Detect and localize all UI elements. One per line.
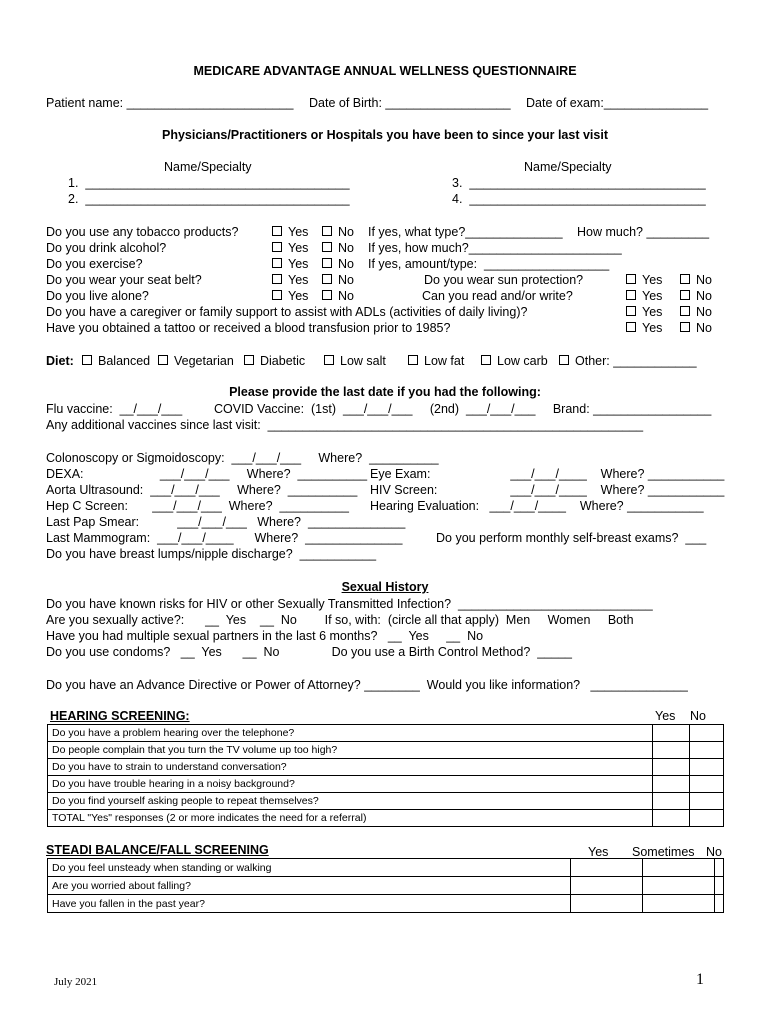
flu-vaccine-field[interactable]: Flu vaccine: __/___/___ — [46, 402, 183, 416]
balance-no-header: No — [706, 845, 722, 859]
tobacco-no-checkbox[interactable]: No — [322, 225, 354, 240]
checkbox-icon — [272, 226, 282, 236]
tobacco-question: Do you use any tobacco products? — [46, 225, 239, 239]
tattoo-yes-checkbox[interactable]: Yes — [626, 321, 662, 336]
vaccines-heading: Please provide the last date if you had the following: — [229, 385, 541, 399]
table-row — [48, 895, 724, 913]
checkbox-icon — [626, 274, 636, 284]
checkbox-icon — [82, 355, 92, 365]
alcohol-how-much-field[interactable]: If yes, how much?______________________ — [368, 241, 622, 255]
sti-risk-field[interactable]: Do you have known risks for HIV or other Sexually Transmitted Infection? ____________________________ — [46, 597, 653, 611]
self-breast-exam-field[interactable]: Do you perform monthly self-breast exams? ___ — [436, 531, 707, 545]
covid-vaccine-field[interactable]: COVID Vaccine: (1st) ___/___/___ (2nd) ___/___/___ Brand: _________________ — [214, 402, 712, 416]
diet-diabetic-checkbox[interactable]: Diabetic — [244, 354, 305, 369]
read-yes-checkbox[interactable]: Yes — [626, 289, 662, 304]
sometimes-cell[interactable] — [643, 877, 715, 895]
hearing-evaluation-field[interactable]: Hearing Evaluation: ___/___/____ Where? ___________ — [370, 499, 704, 513]
diet-low-carb-checkbox[interactable]: Low carb — [481, 354, 548, 369]
checkbox-icon — [408, 355, 418, 365]
hearing-no-header: No — [690, 709, 706, 723]
diet-label: Diet: — [46, 354, 74, 368]
yes-cell[interactable] — [571, 877, 643, 895]
hearing-screening-table — [47, 724, 724, 827]
footer-date: July 2021 — [54, 976, 98, 988]
no-cell[interactable] — [690, 759, 724, 776]
hearing-total: TOTAL "Yes" responses (2 or more indicates the need for a referral) — [48, 810, 653, 827]
checkbox-icon — [324, 355, 334, 365]
pap-smear-field[interactable]: Last Pap Smear: ___/___/___ Where? ______________ — [46, 515, 406, 529]
sun-no-checkbox[interactable]: No — [680, 273, 712, 288]
physician-line-2[interactable]: 2. ______________________________________ — [68, 192, 350, 206]
table-row — [48, 810, 724, 827]
balance-question: Do you feel unsteady when standing or walking — [48, 859, 571, 877]
multiple-partners-field[interactable]: Have you had multiple sexual partners in the last 6 months? __ Yes __ No — [46, 629, 484, 643]
condoms-field[interactable]: Do you use condoms? __ Yes __ No Do you use a Birth Control Method? _____ — [46, 645, 572, 659]
read-no-checkbox[interactable]: No — [680, 289, 712, 304]
eye-exam-field[interactable]: Eye Exam: ___/___/____ Where? ___________ — [370, 467, 725, 481]
tattoo-question: Have you obtained a tattoo or received a blood transfusion prior to 1985? — [46, 321, 451, 335]
seatbelt-no-checkbox[interactable]: No — [322, 273, 354, 288]
patient-name-field[interactable]: Patient name: ________________________ — [46, 96, 294, 110]
yes-cell[interactable] — [653, 793, 690, 810]
diet-balanced-checkbox[interactable]: Balanced — [82, 354, 150, 369]
live-alone-question: Do you live alone? — [46, 289, 149, 303]
breast-lumps-field[interactable]: Do you have breast lumps/nipple discharge? ___________ — [46, 547, 377, 561]
advance-directive-field[interactable]: Do you have an Advance Directive or Power of Attorney? ________ Would you like information? ______________ — [46, 678, 688, 692]
page-number: 1 — [696, 971, 704, 988]
seatbelt-yes-checkbox[interactable]: Yes — [272, 273, 308, 288]
diet-other-checkbox[interactable]: Other: ____________ — [559, 354, 697, 369]
exercise-no-checkbox[interactable]: No — [322, 257, 354, 272]
hearing-yes-header: Yes — [655, 709, 676, 723]
checkbox-icon — [626, 306, 636, 316]
checkbox-icon — [322, 274, 332, 284]
checkbox-icon — [272, 258, 282, 268]
colonoscopy-field[interactable]: Colonoscopy or Sigmoidoscopy: ___/___/___ Where? __________ — [46, 451, 439, 465]
sometimes-cell[interactable] — [643, 859, 715, 877]
balance-screening-heading: STEADI BALANCE/FALL SCREENING — [46, 843, 269, 857]
no-cell[interactable] — [690, 793, 724, 810]
page-title: MEDICARE ADVANTAGE ANNUAL WELLNESS QUESTIONNAIRE — [193, 64, 577, 78]
table-row — [48, 877, 724, 895]
hearing-question: Do people complain that you turn the TV volume up too high? — [48, 742, 653, 759]
checkbox-icon — [272, 274, 282, 284]
sometimes-cell[interactable] — [643, 895, 715, 913]
exercise-yes-checkbox[interactable]: Yes — [272, 257, 308, 272]
checkbox-icon — [322, 258, 332, 268]
no-cell[interactable] — [690, 742, 724, 759]
no-cell[interactable] — [690, 810, 724, 827]
alcohol-no-checkbox[interactable]: No — [322, 241, 354, 256]
caregiver-yes-checkbox[interactable]: Yes — [626, 305, 662, 320]
checkbox-icon — [322, 242, 332, 252]
tobacco-how-much-field[interactable]: How much? _________ — [577, 225, 710, 239]
table-row — [48, 742, 724, 759]
checkbox-icon — [626, 290, 636, 300]
exercise-question: Do you exercise? — [46, 257, 143, 271]
alcohol-question: Do you drink alcohol? — [46, 241, 167, 255]
date-of-exam-field[interactable]: Date of exam:_______________ — [526, 96, 709, 110]
yes-cell[interactable] — [653, 725, 690, 742]
diet-low-salt-checkbox[interactable]: Low salt — [324, 354, 386, 369]
no-cell[interactable] — [715, 877, 724, 895]
additional-vaccines-field[interactable]: Any additional vaccines since last visit: ______________________________________________________ — [46, 418, 644, 432]
table-row — [48, 776, 724, 793]
table-row — [48, 725, 724, 742]
mammogram-field[interactable]: Last Mammogram: ___/___/____ Where? ______________ — [46, 531, 403, 545]
hearing-question: Do you have a problem hearing over the telephone? — [48, 725, 653, 742]
read-write-question: Can you read and/or write? — [422, 289, 573, 303]
tobacco-yes-checkbox[interactable]: Yes — [272, 225, 308, 240]
balance-sometimes-header: Sometimes — [632, 845, 695, 859]
yes-cell[interactable] — [653, 742, 690, 759]
balance-yes-header: Yes — [588, 845, 609, 859]
sexually-active-field[interactable]: Are you sexually active?: __ Yes __ No If so, with: (circle all that apply) Men Women Both — [46, 613, 634, 627]
table-row — [48, 793, 724, 810]
no-cell[interactable] — [690, 725, 724, 742]
hiv-screen-field[interactable]: HIV Screen: ___/___/____ Where? ___________ — [370, 483, 725, 497]
physician-line-3[interactable]: 3. __________________________________ — [452, 176, 706, 190]
balance-question: Are you worried about falling? — [48, 877, 571, 895]
checkbox-icon — [680, 322, 690, 332]
sexual-history-heading: Sexual History — [341, 580, 429, 594]
checkbox-icon — [626, 322, 636, 332]
dexa-field[interactable]: DEXA: ___/___/___ Where? __________ — [46, 467, 368, 481]
caregiver-no-checkbox[interactable]: No — [680, 305, 712, 320]
yes-cell[interactable] — [653, 776, 690, 793]
hearing-question: Do you find yourself asking people to repeat themselves? — [48, 793, 653, 810]
checkbox-icon — [158, 355, 168, 365]
alone-no-checkbox[interactable]: No — [322, 289, 354, 304]
checkbox-icon — [680, 274, 690, 284]
checkbox-icon — [322, 290, 332, 300]
balance-question: Have you fallen in the past year? — [48, 895, 571, 913]
no-cell[interactable] — [715, 895, 724, 913]
sun-protection-question: Do you wear sun protection? — [424, 273, 584, 287]
caregiver-question: Do you have a caregiver or family support to assist with ADLs (activities of daily living)? — [46, 305, 528, 319]
diet-vegetarian-checkbox[interactable]: Vegetarian — [158, 354, 234, 369]
table-row — [48, 859, 724, 877]
checkbox-icon — [272, 242, 282, 252]
table-row — [48, 759, 724, 776]
name-specialty-label-left: Name/Specialty — [164, 160, 252, 174]
hearing-screening-heading: HEARING SCREENING: — [50, 709, 190, 723]
yes-cell[interactable] — [571, 859, 643, 877]
seatbelt-question: Do you wear your seat belt? — [46, 273, 202, 287]
no-cell[interactable] — [715, 859, 724, 877]
checkbox-icon — [680, 306, 690, 316]
hearing-question: Do you have to strain to understand conversation? — [48, 759, 653, 776]
checkbox-icon — [322, 226, 332, 236]
physician-line-4[interactable]: 4. __________________________________ — [452, 192, 706, 206]
physicians-heading: Physicians/Practitioners or Hospitals you have been to since your last visit — [162, 128, 608, 142]
hearing-question: Do you have trouble hearing in a noisy background? — [48, 776, 653, 793]
checkbox-icon — [680, 290, 690, 300]
yes-cell[interactable] — [653, 759, 690, 776]
name-specialty-label-right: Name/Specialty — [524, 160, 612, 174]
aorta-ultrasound-field[interactable]: Aorta Ultrasound: ___/___/___ Where? __________ — [46, 483, 358, 497]
checkbox-icon — [272, 290, 282, 300]
sun-yes-checkbox[interactable]: Yes — [626, 273, 662, 288]
exercise-amount-field[interactable]: If yes, amount/type: __________________ — [368, 257, 610, 271]
hep-c-field[interactable]: Hep C Screen: ___/___/___ Where? __________ — [46, 499, 349, 513]
alcohol-yes-checkbox[interactable]: Yes — [272, 241, 308, 256]
tobacco-type-field[interactable]: If yes, what type?______________ — [368, 225, 563, 239]
alone-yes-checkbox[interactable]: Yes — [272, 289, 308, 304]
checkbox-icon — [481, 355, 491, 365]
no-cell[interactable] — [690, 776, 724, 793]
date-of-birth-field[interactable]: Date of Birth: __________________ — [309, 96, 511, 110]
physician-line-1[interactable]: 1. ______________________________________ — [68, 176, 350, 190]
yes-cell[interactable] — [571, 895, 643, 913]
checkbox-icon — [244, 355, 254, 365]
balance-screening-table — [47, 858, 724, 913]
diet-low-fat-checkbox[interactable]: Low fat — [408, 354, 464, 369]
checkbox-icon — [559, 355, 569, 365]
yes-cell[interactable] — [653, 810, 690, 827]
tattoo-no-checkbox[interactable]: No — [680, 321, 712, 336]
